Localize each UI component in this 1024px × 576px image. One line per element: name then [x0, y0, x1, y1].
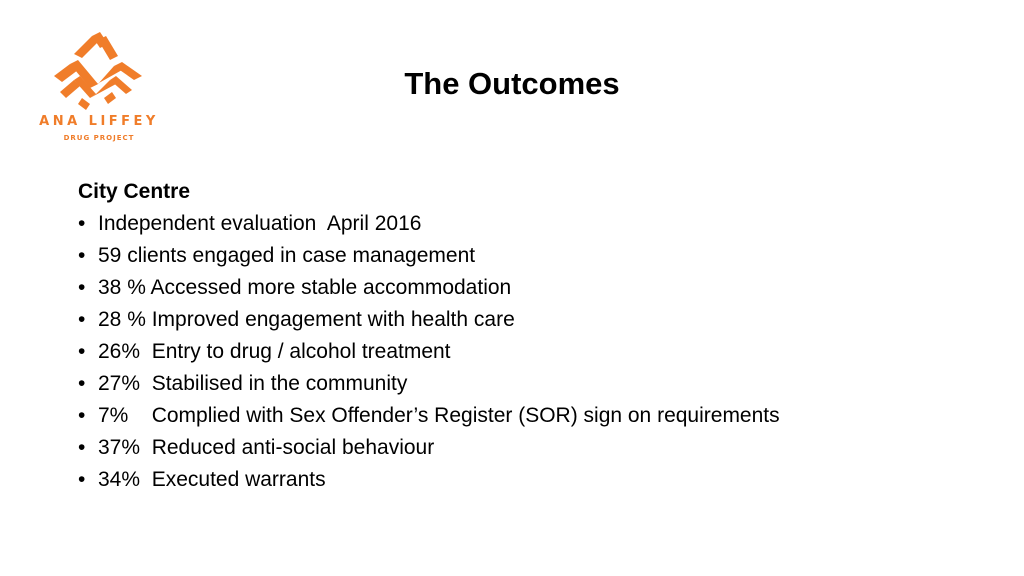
logo-name: ANA LIFFEY: [39, 114, 159, 129]
list-item: [78, 464, 978, 496]
slide-content: [78, 178, 978, 496]
bullet-icon: •: [78, 340, 86, 363]
list-item: [78, 208, 978, 240]
list-item: [78, 336, 978, 368]
bullet-icon: •: [78, 308, 86, 331]
list-item-text: 28 % Improved engagement with health care: [98, 308, 515, 331]
list-item-text: 59 clients engaged in case management: [98, 244, 476, 267]
list-item: [78, 368, 978, 400]
list-item: [78, 240, 978, 272]
ana-liffey-logo: [24, 30, 174, 150]
list-item-text: 38 % Accessed more stable accommodation: [98, 276, 512, 299]
bullet-icon: •: [78, 372, 86, 395]
list-item-text: Independent evaluation April 2016: [98, 212, 422, 235]
bullet-icon: •: [78, 276, 86, 299]
list-item-text: 37% Reduced anti-social behaviour: [98, 436, 435, 459]
logo-mark-icon: [52, 30, 144, 110]
list-item-text: 26% Entry to drug / alcohol treatment: [98, 340, 451, 363]
outcome-list: [78, 208, 978, 496]
section-heading: City Centre: [78, 180, 191, 203]
list-item: [78, 304, 978, 336]
list-item: [78, 272, 978, 304]
logo-subtitle: DRUG PROJECT: [63, 134, 135, 142]
slide-title: The Outcomes: [404, 66, 620, 101]
bullet-icon: •: [78, 436, 86, 459]
bullet-icon: •: [78, 244, 86, 267]
bullet-icon: •: [78, 468, 86, 491]
bullet-icon: •: [78, 404, 86, 427]
list-item-text: 7% Complied with Sex Offender’s Register (SOR) sign on requirements: [98, 404, 780, 427]
list-item: [78, 432, 978, 464]
list-item: [78, 400, 978, 432]
bullet-icon: •: [78, 212, 86, 235]
list-item-text: 27% Stabilised in the community: [98, 372, 408, 395]
list-item-text: 34% Executed warrants: [98, 468, 326, 491]
